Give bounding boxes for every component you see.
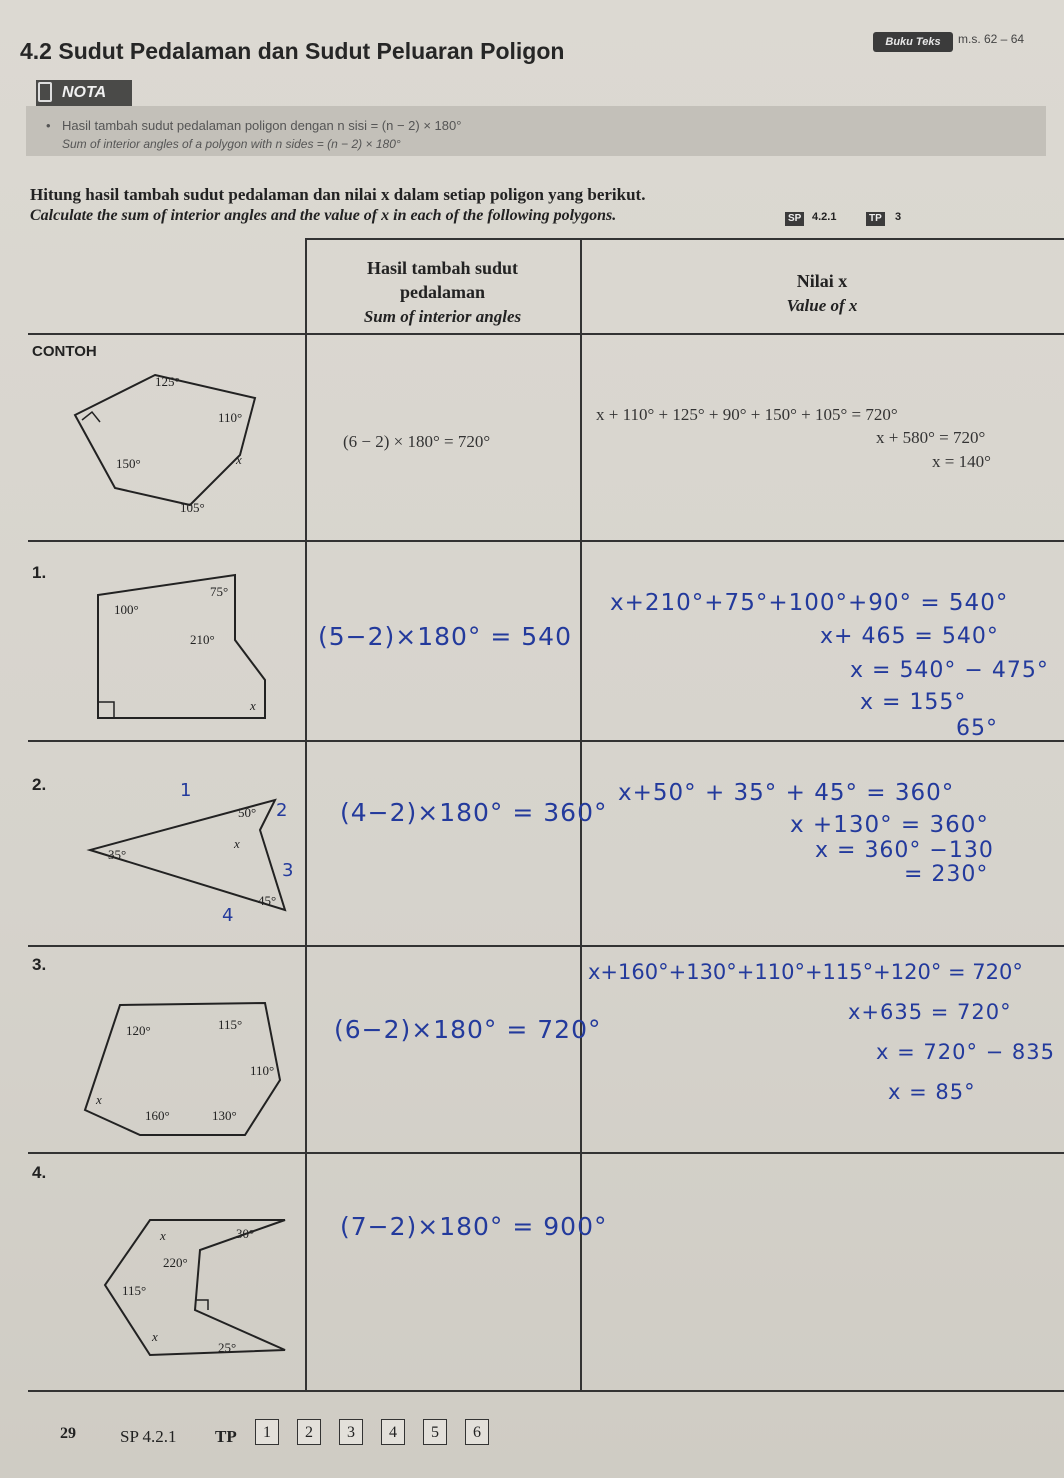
row-divider-2 bbox=[28, 740, 1064, 742]
row1-angle-x: x bbox=[250, 698, 256, 713]
row1-angle-100: 100° bbox=[114, 602, 139, 617]
example-value-line1: x + 110° + 125° + 90° + 150° + 105° = 720° bbox=[596, 405, 898, 424]
row4-sum-handwritten: (7−2)×180° = 900° bbox=[340, 1212, 608, 1241]
sp-number: 4.2.1 bbox=[812, 211, 837, 223]
note-icon bbox=[38, 82, 52, 102]
example-angle-x: x bbox=[236, 452, 242, 467]
table-header-border bbox=[28, 333, 1064, 335]
row2-value-line1: x+50° + 35° + 45° = 360° bbox=[618, 780, 955, 806]
tp-level-3[interactable]: 3 bbox=[339, 1419, 363, 1445]
row-number-3: 3. bbox=[32, 955, 47, 974]
row4-angle-220: 220° bbox=[163, 1255, 188, 1270]
row1-value-line4: x = 155° bbox=[860, 690, 967, 715]
nota-formula-malay: Hasil tambah sudut pedalaman poligon dengan n sisi = (n − 2) × 180° bbox=[62, 118, 462, 133]
table-top-border bbox=[305, 238, 1064, 240]
row2-value-line3: x = 360° −130 bbox=[815, 838, 994, 863]
buku-teks-badge: Buku Teks bbox=[873, 32, 953, 52]
pentagon-1 bbox=[90, 570, 290, 730]
row-divider-4 bbox=[28, 1152, 1064, 1154]
row4-angle-25: 25° bbox=[218, 1340, 237, 1355]
row1-angle-75: 75° bbox=[210, 584, 229, 599]
row1-sum-handwritten: (5−2)×180° = 540 bbox=[318, 622, 572, 651]
example-sum: (6 − 2) × 180° = 720° bbox=[343, 432, 491, 451]
tp-number: 3 bbox=[895, 211, 902, 223]
row2-angle-45: 45° bbox=[258, 893, 277, 908]
row2-angle-x: x bbox=[234, 836, 240, 851]
page-number: 29 bbox=[60, 1425, 76, 1442]
row4-angle-x-top: x bbox=[160, 1228, 166, 1243]
row2-value-line2: x +130° = 360° bbox=[790, 812, 989, 838]
row4-angle-x-bottom: x bbox=[152, 1329, 158, 1344]
row4-angle-115: 115° bbox=[122, 1283, 147, 1298]
row2-mark-3: 3 bbox=[282, 860, 295, 881]
row3-angle-115: 115° bbox=[218, 1017, 243, 1032]
footer-sp: SP 4.2.1 bbox=[120, 1427, 177, 1446]
row2-mark-2: 2 bbox=[276, 800, 289, 821]
footer-tp-label: TP bbox=[215, 1427, 237, 1446]
row2-angle-50: 50° bbox=[238, 805, 257, 820]
row2-mark-1: 1 bbox=[180, 780, 193, 801]
row3-value-line4: x = 85° bbox=[888, 1080, 976, 1104]
example-angle-1: 125° bbox=[155, 374, 180, 389]
col-divider-1 bbox=[305, 238, 307, 1391]
row3-angle-160: 160° bbox=[145, 1108, 170, 1123]
header-sum-malay: Hasil tambah sudut pedalaman Sum of interior angles bbox=[363, 258, 522, 326]
row3-value-line1: x+160°+130°+110°+115°+120° = 720° bbox=[588, 960, 1023, 984]
header-value-malay: Nilai x Value of x bbox=[786, 271, 858, 315]
tp-level-4[interactable]: 4 bbox=[381, 1419, 405, 1445]
row3-angle-120: 120° bbox=[126, 1023, 151, 1038]
contoh-label: CONTOH bbox=[32, 343, 97, 360]
example-angle-2: 110° bbox=[218, 410, 243, 425]
row2-mark-4: 4 bbox=[222, 905, 235, 926]
row3-sum-handwritten: (6−2)×180° = 720° bbox=[334, 1015, 602, 1044]
row-divider-3 bbox=[28, 945, 1064, 947]
row3-value-line2: x+635 = 720° bbox=[848, 1000, 1012, 1024]
example-value-line2: x + 580° = 720° bbox=[876, 428, 986, 447]
row3-value-line3: x = 720° − 835 bbox=[876, 1040, 1055, 1064]
instruction-malay: Hitung hasil tambah sudut pedalaman dan nilai x dalam setiap poligon yang berikut. bbox=[30, 185, 646, 204]
nota-label: NOTA bbox=[36, 80, 132, 106]
row-number-4: 4. bbox=[32, 1163, 47, 1182]
example-angle-3: 150° bbox=[116, 456, 141, 471]
textbook-pages: m.s. 62 – 64 bbox=[958, 32, 1025, 46]
row3-angle-x: x bbox=[96, 1092, 102, 1107]
example-angle-5: 105° bbox=[180, 500, 205, 515]
tp-level-1[interactable]: 1 bbox=[255, 1419, 279, 1445]
row-number-2: 2. bbox=[32, 775, 47, 794]
row3-angle-130: 130° bbox=[212, 1108, 237, 1123]
instruction-english: Calculate the sum of interior angles and the value of x in each of the following polygons. bbox=[30, 207, 617, 224]
row4-angle-30: 30° bbox=[236, 1226, 255, 1241]
row2-sum-handwritten: (4−2)×180° = 360° bbox=[340, 798, 608, 827]
row-divider-1 bbox=[28, 540, 1064, 542]
row1-value-line1: x+210°+75°+100°+90° = 540° bbox=[610, 590, 1009, 616]
section-title: 4.2 Sudut Pedalaman dan Sudut Peluaran Poligon bbox=[20, 38, 565, 64]
table-bottom-border bbox=[28, 1390, 1064, 1392]
tp-level-2[interactable]: 2 bbox=[297, 1419, 321, 1445]
example-value-line3: x = 140° bbox=[932, 452, 991, 471]
row1-value-line2: x+ 465 = 540° bbox=[820, 624, 999, 649]
row1-value-line5: 65° bbox=[956, 716, 998, 741]
sp-tag: SP bbox=[785, 212, 804, 226]
tp-level-6[interactable]: 6 bbox=[465, 1419, 489, 1445]
row-number-1: 1. bbox=[32, 563, 47, 582]
tp-tag: TP bbox=[866, 212, 885, 226]
row2-value-line4: = 230° bbox=[904, 862, 989, 887]
tp-level-5[interactable]: 5 bbox=[423, 1419, 447, 1445]
row1-angle-210: 210° bbox=[190, 632, 215, 647]
row2-angle-35: 35° bbox=[108, 847, 127, 862]
bullet-icon: • bbox=[46, 118, 51, 133]
nota-formula-english: Sum of interior angles of a polygon with n sides = (n − 2) × 180° bbox=[62, 137, 401, 151]
row3-angle-110: 110° bbox=[250, 1063, 275, 1078]
row1-value-line3: x = 540° − 475° bbox=[850, 658, 1049, 683]
